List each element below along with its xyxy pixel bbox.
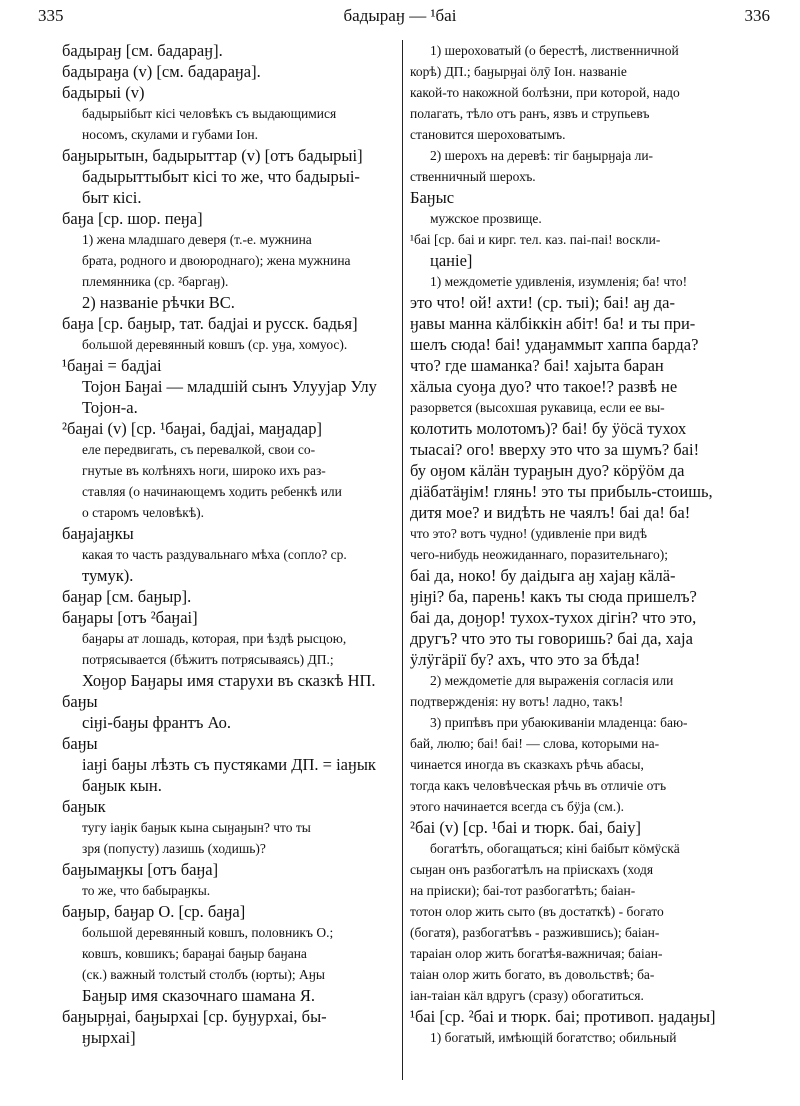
dictionary-line: 1) междометіе удивленія, изумленія; ба! что! [430, 274, 688, 289]
dictionary-line: баӈы [62, 692, 98, 711]
dictionary-line: быт кісі. [82, 188, 142, 207]
dictionary-line: 1) богатый, имѣющій богатство; обильный [430, 1030, 677, 1045]
dictionary-line: чего-нибудь неожиданнаго, поразительнаго); [410, 547, 668, 562]
dictionary-line: баӈык [62, 797, 106, 816]
dictionary-line: баӈар [см. баӈыр]. [62, 587, 192, 606]
dictionary-line: Тојон-а. [82, 398, 138, 417]
dictionary-line: тараіан олор жить богатѣя-важничая; баіан- [410, 946, 663, 961]
dictionary-line: ӈіӈі? ба, парень! какъ ты сюда пришелъ? [410, 587, 697, 606]
dictionary-line: 2) междометіе для выраженія согласія или [430, 673, 674, 688]
dictionary-line: колотить молотомъ)? баі! бу ӱӧсӓ тухох [410, 419, 687, 438]
dictionary-line: ӱлӱгӓрії бу? ахъ, что это за бѣда! [410, 650, 641, 669]
dictionary-line: бадыраӈ [см. бадараӈ]. [62, 41, 223, 60]
dictionary-line: хӓлыа суоӈа дуо? что такое!? развѣ не [410, 377, 678, 396]
dictionary-line: баӈырытын, бадырыттар (v) [отъ бадырыі] [62, 146, 363, 165]
dictionary-line: какая то часть раздувальнаго мѣха (сопло? ср. [82, 547, 347, 562]
dictionary-line: дитя мое? и видѣть не чаялъ! баі да! ба! [410, 503, 691, 522]
dictionary-line: баӈа [ср. баӈыр, тат. бадјаі и русск. бадья] [62, 314, 358, 333]
dictionary-line: на пріиски); баі-тот разбогатѣть; баіан- [410, 883, 636, 898]
dictionary-line: Баӈыр имя сказочнаго шамана Я. [82, 986, 316, 1005]
dictionary-line: (ск.) важный толстый столбъ (юрты); Аӈы [82, 967, 325, 982]
dictionary-line: еле передвигать, съ перевалкой, свои со- [82, 442, 316, 457]
dictionary-line: 2) шерохъ на деревѣ: тіг баӈырӈаја ли- [430, 148, 654, 163]
dictionary-line: бадырыттыбыт кісі то же, что бадырыі- [82, 167, 360, 186]
dictionary-line: большой деревянный ковшъ (ср. уӈа, хомуос). [82, 337, 348, 352]
dictionary-line: сіӈі-баӈы франтъ Ао. [82, 713, 231, 732]
dictionary-line: этого начинается всегда съ бӱја (см.). [410, 799, 625, 814]
dictionary-line: богатѣть, обогащаться; кіні баібыт кӧмӱскӓ [430, 841, 680, 856]
dictionary-line: 1) шероховатый (о берестѣ, лиственничной [430, 43, 679, 58]
dictionary-line: 2) названіе рѣчки ВС. [82, 293, 235, 312]
dictionary-line: Баӈыс [410, 188, 455, 207]
dictionary-line: то же, что бабыраӈкы. [82, 883, 211, 898]
dictionary-line: ӈырхаі] [82, 1028, 136, 1047]
dictionary-line: корѣ) ДП.; баӈырӈаі ӧлӯ Іон. названіе [410, 64, 627, 79]
dictionary-line: ¹баӈаі = бадјаі [62, 356, 162, 375]
dictionary-line: баі да, доӈор! тухох-тухох дігін? что это, [410, 608, 697, 627]
dictionary-line: бу оӈом кӓлӓн тураӈын дуо? кӧрӱӧм да [410, 461, 685, 480]
page-header [30, 6, 770, 32]
dictionary-line: іаӈі баӈы лѣзть съ пустяками ДП. = іаӈык [82, 755, 376, 774]
dictionary-line: бадырыі (v) [62, 83, 145, 102]
page-running-title: бадыраӈ — ¹баі [343, 6, 457, 25]
dictionary-line: мужское прозвище. [430, 211, 542, 226]
dictionary-line: зря (попусту) лазишь (ходишь)? [82, 841, 266, 856]
dictionary-line: ²баӈаі (v) [ср. ¹баӈаі, бадјаі, маӈадар] [62, 419, 322, 438]
dictionary-line: что? где шаманка? баі! хајыта баран [410, 356, 664, 375]
dictionary-line: становится шероховатымъ. [410, 127, 566, 142]
dictionary-line: бадырыібыт кісі человѣкъ съ выдающимися [82, 106, 337, 121]
dictionary-line: іан-таіан кӓл вдругъ (сразу) обогатиться. [410, 988, 644, 1003]
dictionary-line: тогда какъ человѣческая рѣчь въ отличіе отъ [410, 778, 667, 793]
left-column [62, 40, 396, 1048]
dictionary-line: баӈымаӈкы [отъ баӈа] [62, 860, 219, 879]
dictionary-line: чинается иногда въ сказкахъ рѣчь абасы, [410, 757, 644, 772]
page-number-left: 335 [38, 6, 64, 25]
right-column [410, 40, 740, 1048]
dictionary-line: племянника (ср. ²баргаӈ). [82, 274, 229, 289]
dictionary-line: что это? вотъ чудно! (удивленіе при видѣ [410, 526, 647, 541]
dictionary-line: баӈајаӈкы [62, 524, 134, 543]
dictionary-line: это что! ой! ахти! (ср. тыі); баі! аӈ да- [410, 293, 675, 312]
dictionary-line: баӈы [62, 734, 98, 753]
dictionary-line: носомъ, скулами и губами Іон. [82, 127, 259, 142]
dictionary-line: таіан олор жить богато, въ довольствѣ; ба- [410, 967, 655, 982]
dictionary-line: большой деревянный ковшъ, половникъ О.; [82, 925, 334, 940]
dictionary-line: діӓбатӓӈім! глянь! это ты прибыль-стоишь, [410, 482, 713, 501]
dictionary-line: баӈары ат лошадь, которая, при ѣздѣ рысцою, [82, 631, 347, 646]
dictionary-line: тотон олор жить сыто (въ достаткѣ) - богато [410, 904, 664, 919]
dictionary-line: разорвется (высохшая рукавица, если ее вы- [410, 400, 665, 415]
dictionary-line: гнутые въ колѣняхъ ноги, широко ихъ раз- [82, 463, 326, 478]
dictionary-line: потрясывается (бѣжитъ потрясываясь) ДП.; [82, 652, 334, 667]
dictionary-line: ²баі (v) [ср. ¹баі и тюрк. баі, баіу] [410, 818, 642, 837]
dictionary-line: баӈары [отъ ²баӈаі] [62, 608, 198, 627]
dictionary-line: тыасаі? ого! вверху это что за шумъ? баі! [410, 440, 700, 459]
dictionary-line: Хоӈор Баӈары имя старухи въ сказкѣ НП. [82, 671, 376, 690]
dictionary-line: ӈавы манна кӓлбіккін абіт! ба! и ты при- [410, 314, 696, 333]
dictionary-line: ственничный шерохъ. [410, 169, 536, 184]
dictionary-line: баӈа [ср. шор. пеӈа] [62, 209, 203, 228]
dictionary-line: баӈыр, баӈар О. [ср. баӈа] [62, 902, 246, 921]
dictionary-line: сыӈан онъ разбогатѣлъ на пріискахъ (ходя [410, 862, 654, 877]
dictionary-line: ковшъ, ковшикъ; бараӈаі баӈыр баӈана [82, 946, 307, 961]
dictionary-line: тугу іаӈік баӈык кына сыӈаӈын? что ты [82, 820, 311, 835]
dictionary-line: (богатя), разбогатѣвъ - разжившись); баіан- [410, 925, 660, 940]
dictionary-line: баі да, ноко! бу даідыга аӈ хајаӈ кӓлӓ- [410, 566, 676, 585]
dictionary-line: ¹баі [ср. ²баі и тюрк. баі; противоп. ӈадаӈы] [410, 1007, 716, 1026]
page-number-right: 336 [744, 6, 770, 25]
dictionary-line: брата, родного и двоюроднаго); жена мужнина [82, 253, 351, 268]
column-divider [402, 40, 403, 1080]
dictionary-line: 3) припѣвъ при убаюкиваніи младенца: баю- [430, 715, 688, 730]
dictionary-line: подтвержденія: ну вотъ! ладно, такъ! [410, 694, 624, 709]
dictionary-line: о старомъ человѣкѣ). [82, 505, 205, 520]
dictionary-line: баӈык кын. [82, 776, 162, 795]
dictionary-line: цаніе] [430, 251, 473, 270]
dictionary-line: полагать, тѣло отъ ранъ, язвъ и струпьевъ [410, 106, 650, 121]
dictionary-line: шелъ сюда! баі! удаӈаммыт хаппа барда? [410, 335, 699, 354]
dictionary-line: ставляя (о начинающемъ ходить ребенкѣ или [82, 484, 342, 499]
dictionary-line: бадыраӈа (v) [см. бадараӈа]. [62, 62, 261, 81]
dictionary-line: 1) жена младшаго деверя (т.-е. мужнина [82, 232, 312, 247]
dictionary-line: другъ? что это ты говоришь? баі да, хаја [410, 629, 693, 648]
dictionary-line: Тојон Баӈаі — младшій сынъ Улуујар Улу [82, 377, 377, 396]
dictionary-line: ¹баі [ср. баі и кирг. тел. каз. паі-паі! воскли- [410, 232, 661, 247]
dictionary-line: баӈырӈаі, баӈырхаі [ср. буӈурхаі, бы- [62, 1007, 327, 1026]
dictionary-line: бай, люлю; баі! баі! — слова, которыми на- [410, 736, 660, 751]
dictionary-line: тумук). [82, 566, 134, 585]
dictionary-line: какой-то накожной болѣзни, при которой, надо [410, 85, 680, 100]
